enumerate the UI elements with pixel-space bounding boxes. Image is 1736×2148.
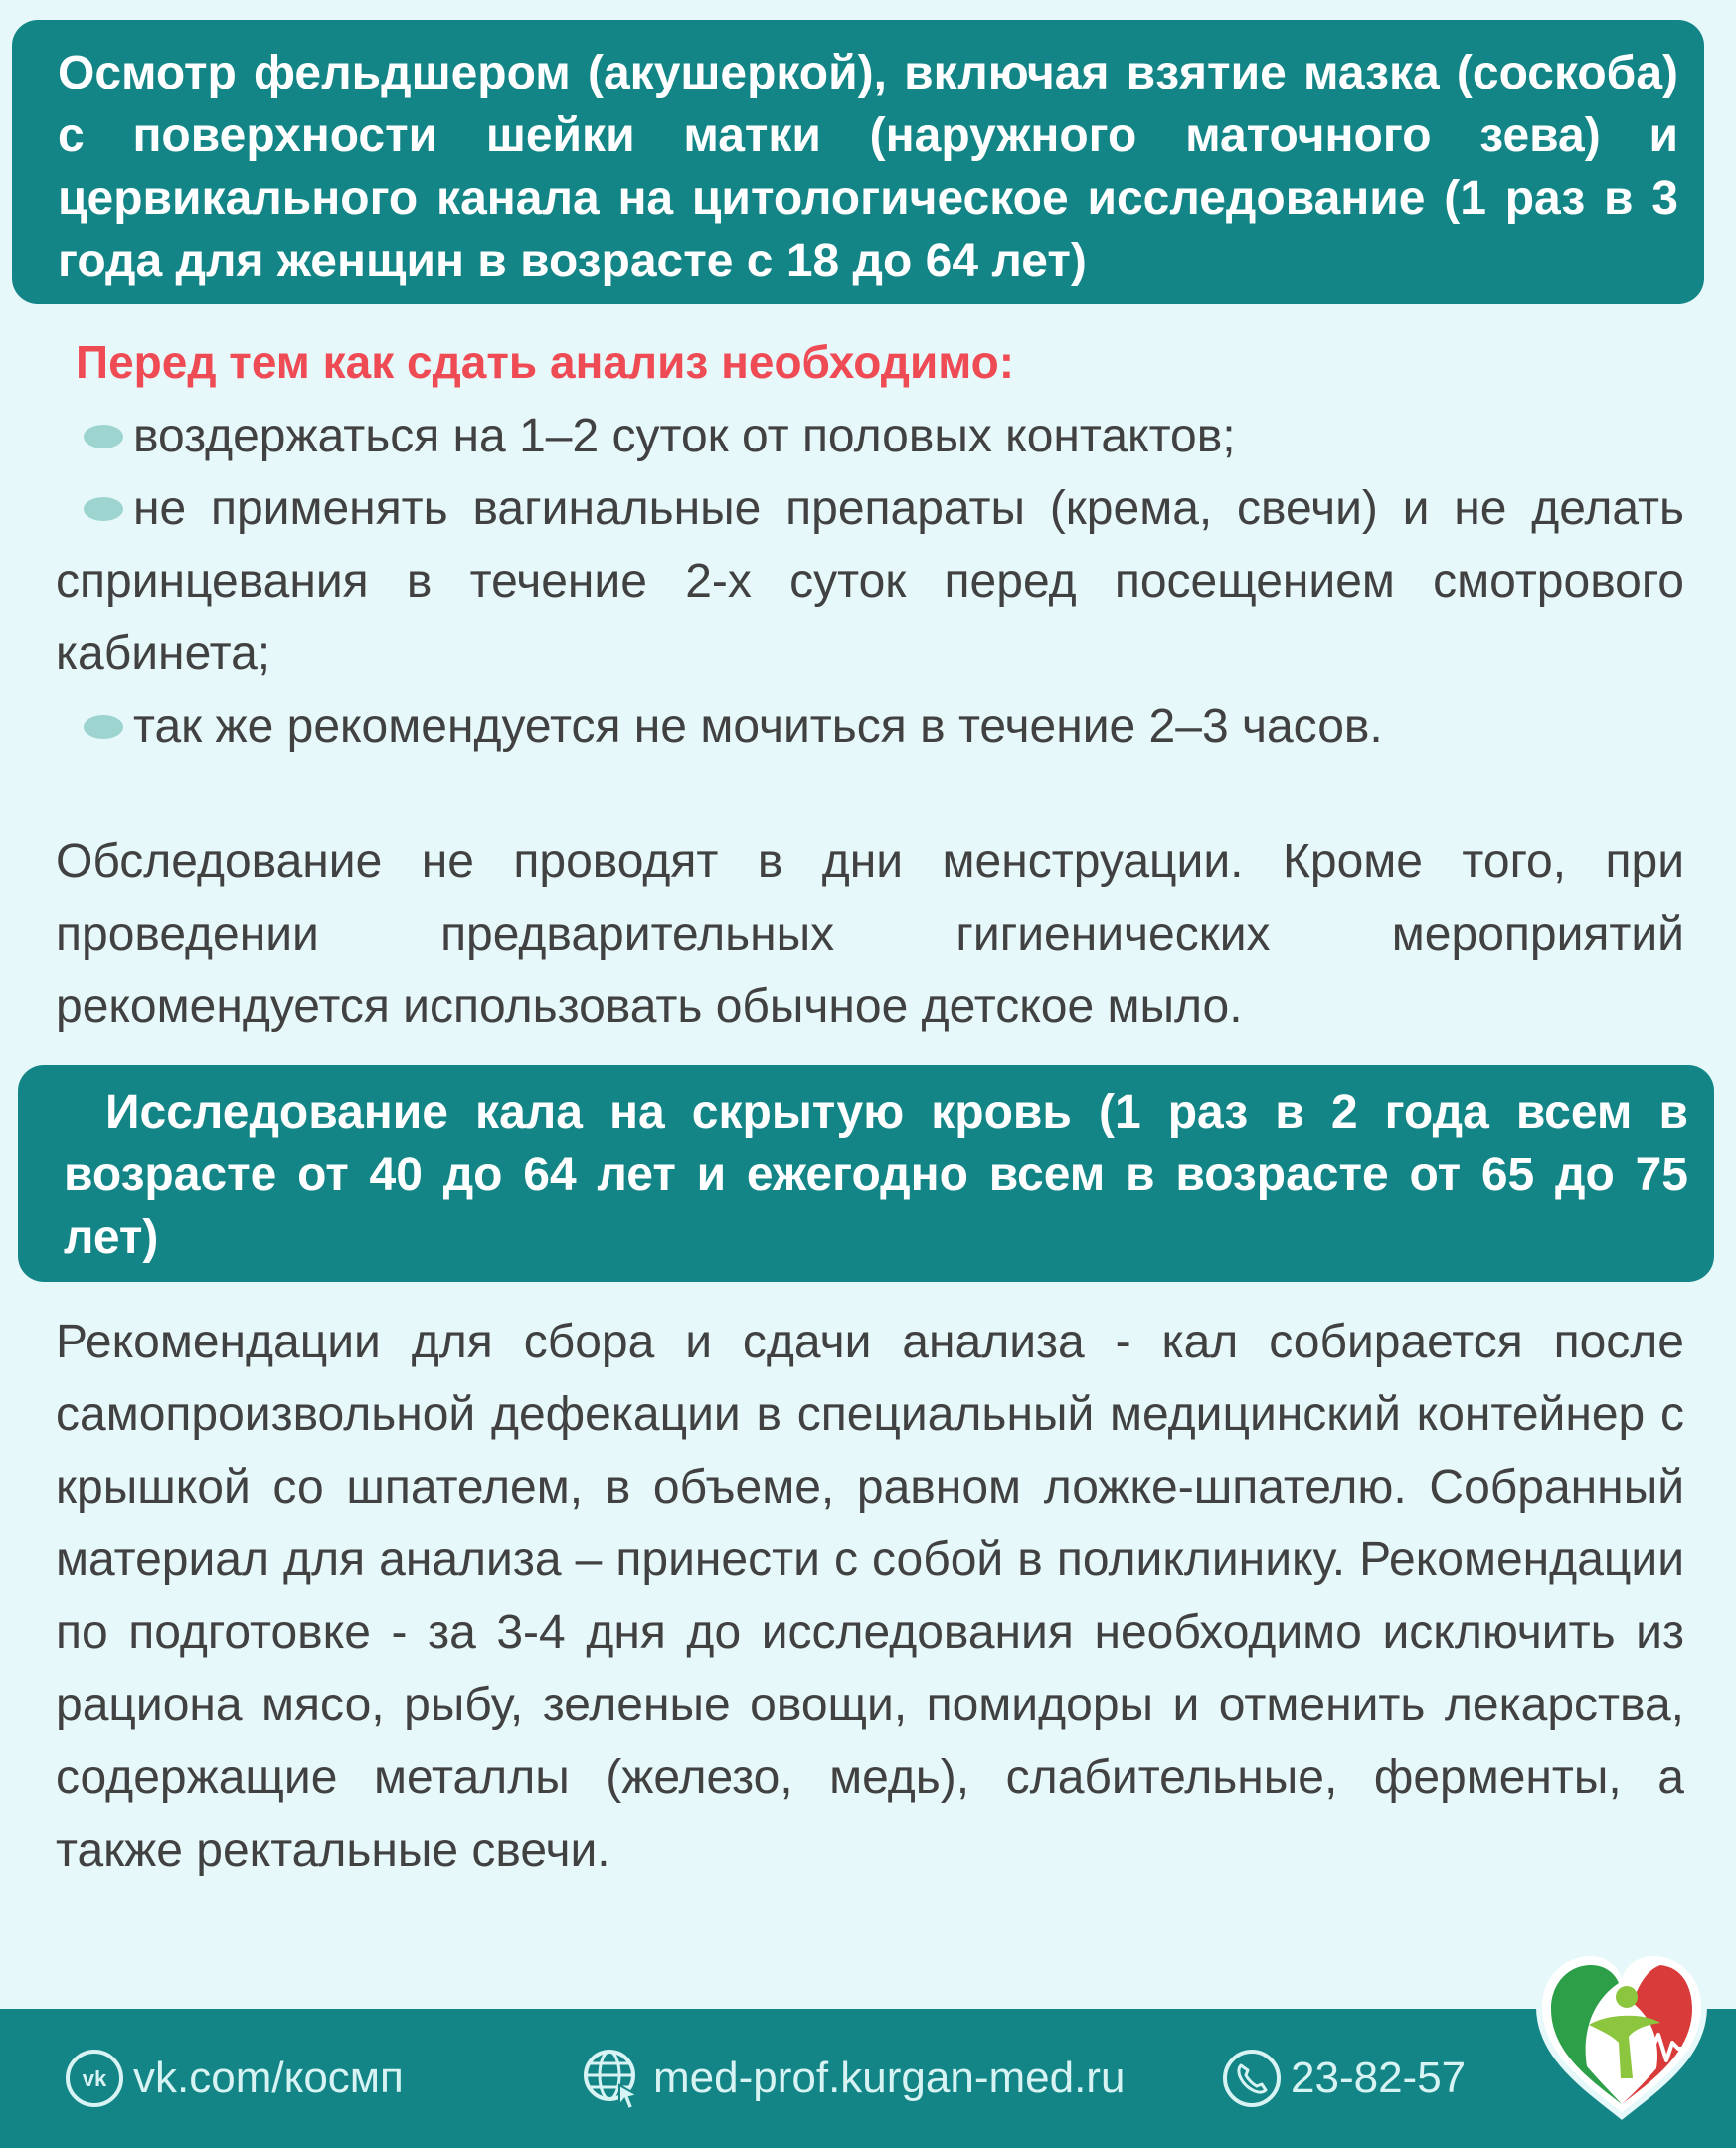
- svg-text:vk: vk: [82, 2066, 107, 2091]
- section2-header: [18, 1065, 1714, 1282]
- vk-link[interactable]: [64, 2009, 404, 2148]
- list-item: не применять вагинальные препараты (крема, свечи) и не делать спринцевания в течение 2-х суток перед посещением смотрового кабинета;: [56, 482, 1684, 680]
- heart-logo: [1529, 1939, 1714, 2128]
- phone-link[interactable]: [1221, 2009, 1466, 2148]
- bullet-icon: [84, 425, 123, 448]
- section2-text: Рекомендации для сбора и сдачи анализа - кал собирается после самопроизвольной дефекации в специальный медицинский контейнер с крышкой со шпателем, в объеме, равном ложке-шпателю. Собранный материал для анализа – принести с собой в поликлинику. Рекомендации по подготовке - за 3-4 дня до исследования необходимо исключить из рациона мясо, рыбу, зеленые овощи, помидоры и отменить лекарства, содержащие металлы (железо, медь), слабительные, ферменты, а также ректальные свечи.: [56, 1316, 1684, 1877]
- section1-note: Обследование не проводят в дни менструации. Кроме того, при проведении предварительных гигиенических мероприятий рекомендуется использовать обычное детское мыло.: [56, 835, 1684, 1033]
- section1-header: [12, 20, 1704, 304]
- footer: [0, 2009, 1736, 2148]
- bullet-icon: [84, 497, 123, 521]
- website-text: med-prof.kurgan-med.ru: [653, 2054, 1126, 2102]
- section1-subheading: Перед тем как сдать анализ необходимо:: [76, 336, 1015, 388]
- section2-title: Исследование кала на скрытую кровь (1 раз в 2 года всем в возрасте от 40 до 64 лет и ежегодно всем в возрасте от 65 до 75 лет): [64, 1086, 1688, 1264]
- section1-title: Осмотр фельдшером (акушеркой), включая взятие мазка (соскоба) с поверхности шейки матки (наружного маточного зева) и цервикального канала на цитологическое исследование (1 раз в 3 года для женщин в возрасте с 18 до 64 лет): [58, 47, 1678, 287]
- phone-text: 23-82-57: [1291, 2054, 1467, 2102]
- list-item: воздержаться на 1–2 суток от половых контактов;: [56, 400, 1684, 472]
- phone-icon: [1221, 2048, 1283, 2109]
- globe-icon: [580, 2046, 645, 2111]
- list-item: так же рекомендуется не мочиться в течение 2–3 часов.: [56, 690, 1684, 763]
- vk-text: vk.com/космп: [133, 2054, 404, 2102]
- website-link[interactable]: [580, 2009, 1125, 2148]
- vk-icon: [64, 2048, 125, 2109]
- bullet-icon: [84, 715, 123, 739]
- preparation-list: [56, 400, 1684, 763]
